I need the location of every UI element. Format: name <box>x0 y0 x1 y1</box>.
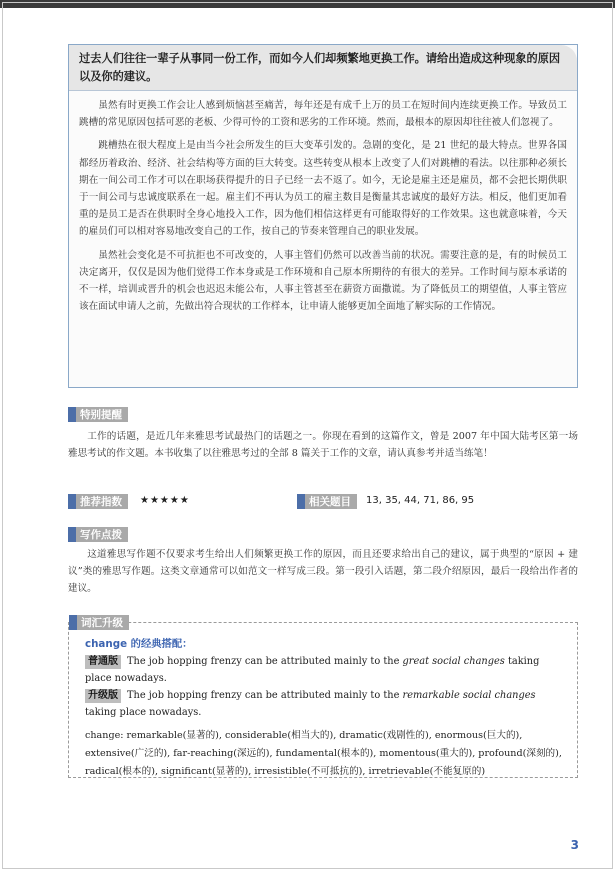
essay-box <box>68 44 578 388</box>
related-questions: 13, 35, 44, 71, 86, 95 <box>366 495 475 506</box>
rating-stars: ★★★★★ <box>140 495 190 506</box>
vocab-label: 词汇升级 <box>69 615 129 630</box>
basic-version-row <box>85 653 563 687</box>
writing-tips-text: 这道雅思写作题不仅要求考生给出人们频繁更换工作的原因，而且还要求给出自己的建议，属于典型的“原因 + 建议”类的雅思写作题。这类文章通常可以如范文一样写成三段。第一段引入话题，第二段介绍原因，最后一段给出作者的建议。 <box>68 549 578 594</box>
writing-tips-label: 写作点拨 <box>68 527 128 542</box>
question-heading: 过去人们往往一辈子从事同一份工作，而如今人们却频繁地更换工作。请给出造成这种现象的原因以及你的建议。 <box>69 45 577 91</box>
label-marker <box>69 615 77 630</box>
essay-paragraph-1: 虽然有时更换工作会让人感到烦恼甚至痛苦，每年还是有成千上万的员工在短时间内连续更换工作。导致员工跳槽的常见原因包括可恶的老板、少得可怜的工资和恶劣的工作环境。然而，最根本的原因却往往被人们忽视了。 <box>79 100 567 129</box>
advanced-version-tag: 升级版 <box>85 689 121 703</box>
essay-paragraph-3: 虽然社会变化是不可抗拒也不可改变的，人事主管们仍然可以改善当前的状况。需要注意的是，有的时候员工决定离开，仅仅是因为他们觉得工作本身或是工作环境和自己原本所期待的有很大的差异。工作时间与原本承诺的不一样，培训或晋升的机会也迟迟未能公布，人事主管甚至在薪资方面撒谎。为了降低员工的期望值，人事主管应该在面试申请人之前，先做出符合现状的工作样本，让申请人能够更加全面地了解实际的工作情况。 <box>79 249 567 313</box>
label-marker <box>68 407 76 422</box>
advanced-sentence-post: taking place nowadays. <box>85 707 202 718</box>
label-marker <box>297 494 305 509</box>
change-collocation-list: change: remarkable(显著的), considerable(相当大的), dramatic(戏剧性的), enormous(巨大的), extensive(广泛的), far-reaching(深远的), fundamental(根本的), momentous(重大的), profound(深刻的), radical(根本的), significant(显著的), irresistible(不可抵抗的), irretrievable(不能复原的) <box>85 730 562 777</box>
basic-sentence-pre: The job hopping frenzy can be attributed mainly to the <box>127 656 403 667</box>
advanced-sentence-emphasis: remarkable social changes <box>402 690 536 701</box>
basic-sentence-emphasis: great social changes <box>402 656 505 667</box>
essay-paragraph-2: 跳槽热在很大程度上是由当今社会所发生的巨大变革引发的。急剧的变化，是 21 世纪的最大特点。世界各国都经历着政治、经济、社会结构等方面的巨大转变。这些转变从根本上改变了人们对跳槽的看法。以往那种必须长期在一间公司工作才可以在职场获得提升的日子已经一去不返了。如今，无论是雇主还是雇员，都不会把长期供职于一间公司与忠诚度联系在一起。雇主们不再认为员工的雇主数目是衡量其忠诚度的最好方法。相反，他们更加看重的是员工是否在供职时全身心地投入工作，因为他们相信这样更有可能取得好的工作效果。这也就意味着，今天的雇员们可以相对容易地改变自己的工作，按自己的节奏来管理自己的职业发展。 <box>79 140 567 238</box>
rating-label: 推荐指数 <box>68 494 128 509</box>
vocab-box <box>68 617 578 778</box>
advanced-version-row <box>85 687 563 721</box>
basic-sentence-post: taking place nowadays. <box>85 656 540 684</box>
label-marker <box>68 494 76 509</box>
reminder-text: 工作的话题，是近几年来雅思考试最热门的话题之一。你现在看到的这篇作文，曾是 2007 年中国大陆考区第一场雅思考试的作文题。本书收集了以往雅思考过的全部 8 篇关于工作的文章，请认真参考并适当练笔！ <box>68 431 578 459</box>
collocation-title: change 的经典搭配： <box>85 638 193 650</box>
related-label: 相关题目 <box>297 494 357 509</box>
reminder-label: 特别提醒 <box>68 407 128 422</box>
advanced-sentence-pre: The job hopping frenzy can be attributed mainly to the <box>127 690 403 701</box>
label-marker <box>68 527 76 542</box>
basic-version-tag: 普通版 <box>85 655 121 669</box>
vocab-content <box>85 635 563 781</box>
page-number: 3 <box>570 838 579 852</box>
model-essay <box>69 91 577 315</box>
